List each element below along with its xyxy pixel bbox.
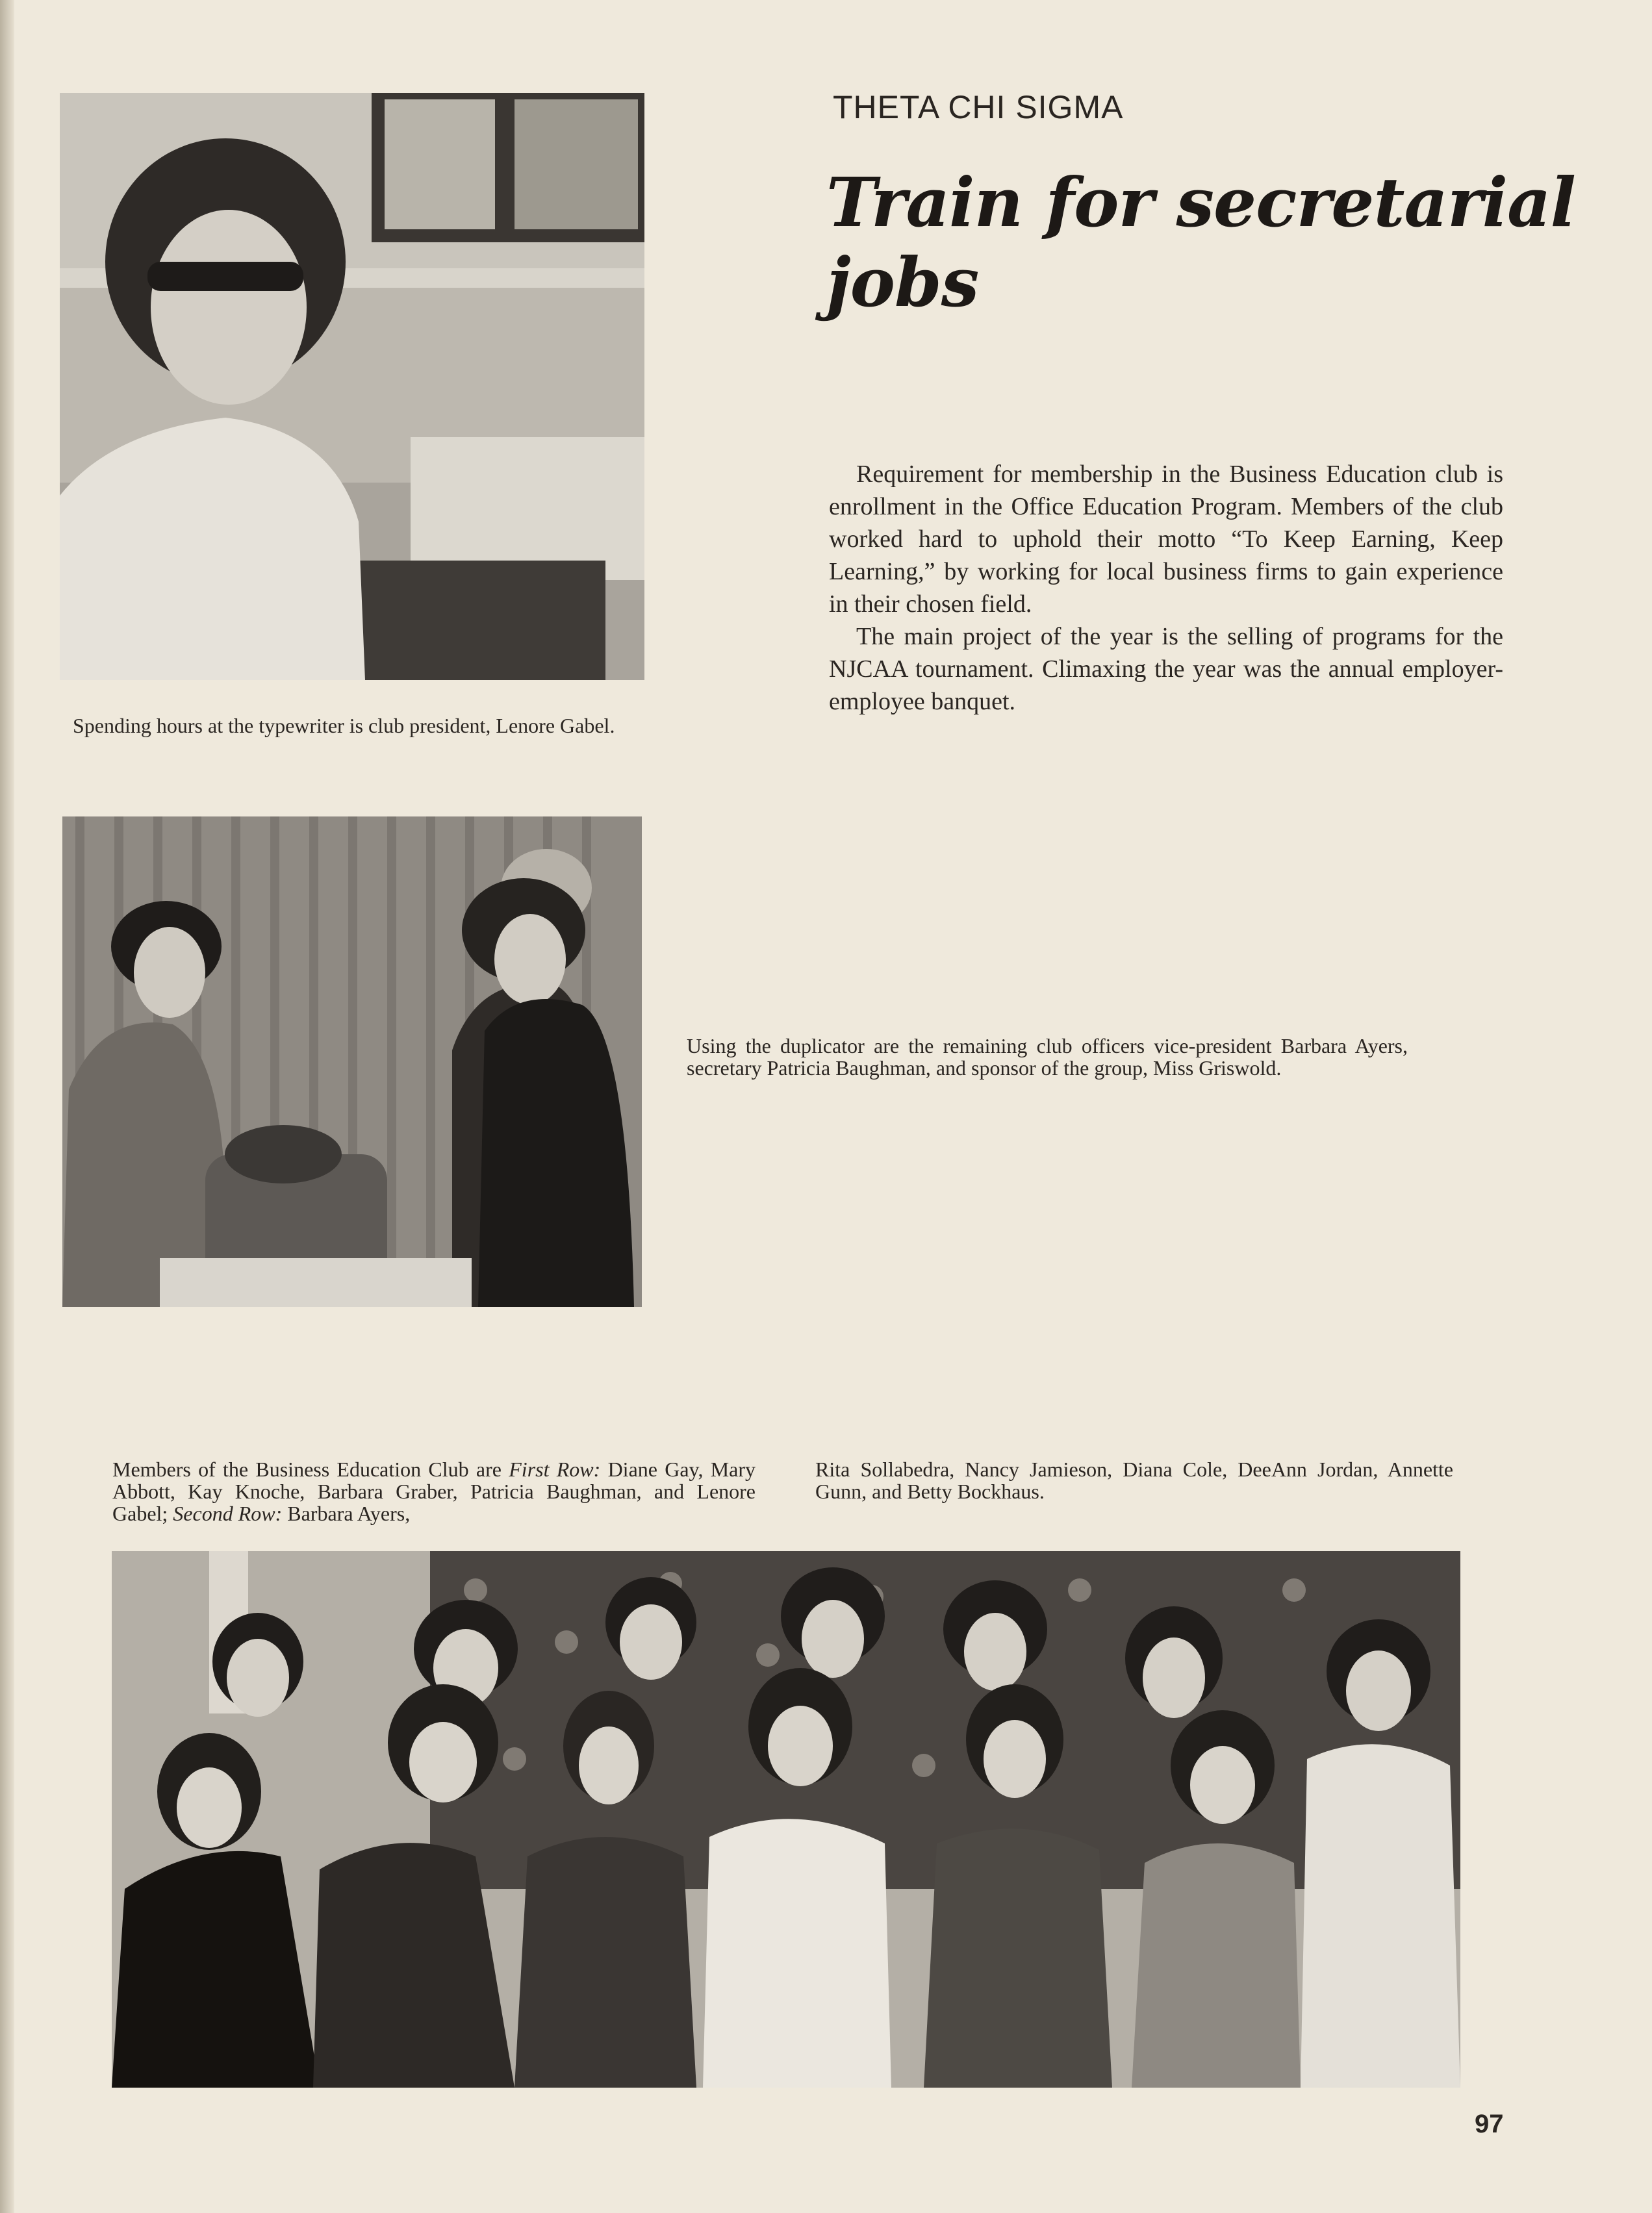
typewriter-photo	[60, 93, 644, 680]
first-row-names: Diane Gay, Mary Abbott, Kay Knoche, Barbara Graber, Patricia Baughman, and Lenore Gabel;	[112, 1458, 756, 1525]
duplicator-caption: Using the duplicator are the remaining club officers vice-president Barbara Ayers, secretary Patricia Baughman, and sponsor of the group, Miss Griswold.	[687, 1034, 1408, 1080]
page-gutter-shadow	[0, 0, 14, 2213]
members-intro: Members of the Business Education Club are	[112, 1458, 502, 1481]
duplicator-photo	[62, 816, 642, 1307]
body-paragraph-1: Requirement for membership in the Business Education club is enrollment in the Office Education Program. Members of the club worked hard to uphold their motto “To Keep Earning, Keep Learning,” by working for local business firms to gain experience in their chosen field.	[829, 461, 1503, 618]
page-number: 97	[1475, 2110, 1504, 2138]
second-row-names-part1: Barbara Ayers,	[287, 1502, 411, 1525]
second-row-label: Second Row:	[173, 1502, 283, 1525]
group-photo	[112, 1551, 1460, 2088]
first-row-label: First Row:	[509, 1458, 601, 1481]
typewriter-caption: Spending hours at the typewriter is club president, Lenore Gabel.	[73, 714, 615, 737]
body-paragraph-2: The main project of the year is the selling of programs for the NJCAA tournament. Climaxing the year was the annual employer-employee banquet.	[829, 623, 1503, 715]
members-caption-col2: Rita Sollabedra, Nancy Jamieson, Diana Cole, DeeAnn Jordan, Annette Gunn, and Betty Bockhaus.	[815, 1458, 1453, 1503]
section-label: THETA CHI SIGMA	[833, 89, 1124, 125]
members-caption-col1	[112, 1458, 756, 1524]
headline: Train for secretarial jobs	[826, 162, 1576, 322]
article-body	[829, 458, 1503, 718]
